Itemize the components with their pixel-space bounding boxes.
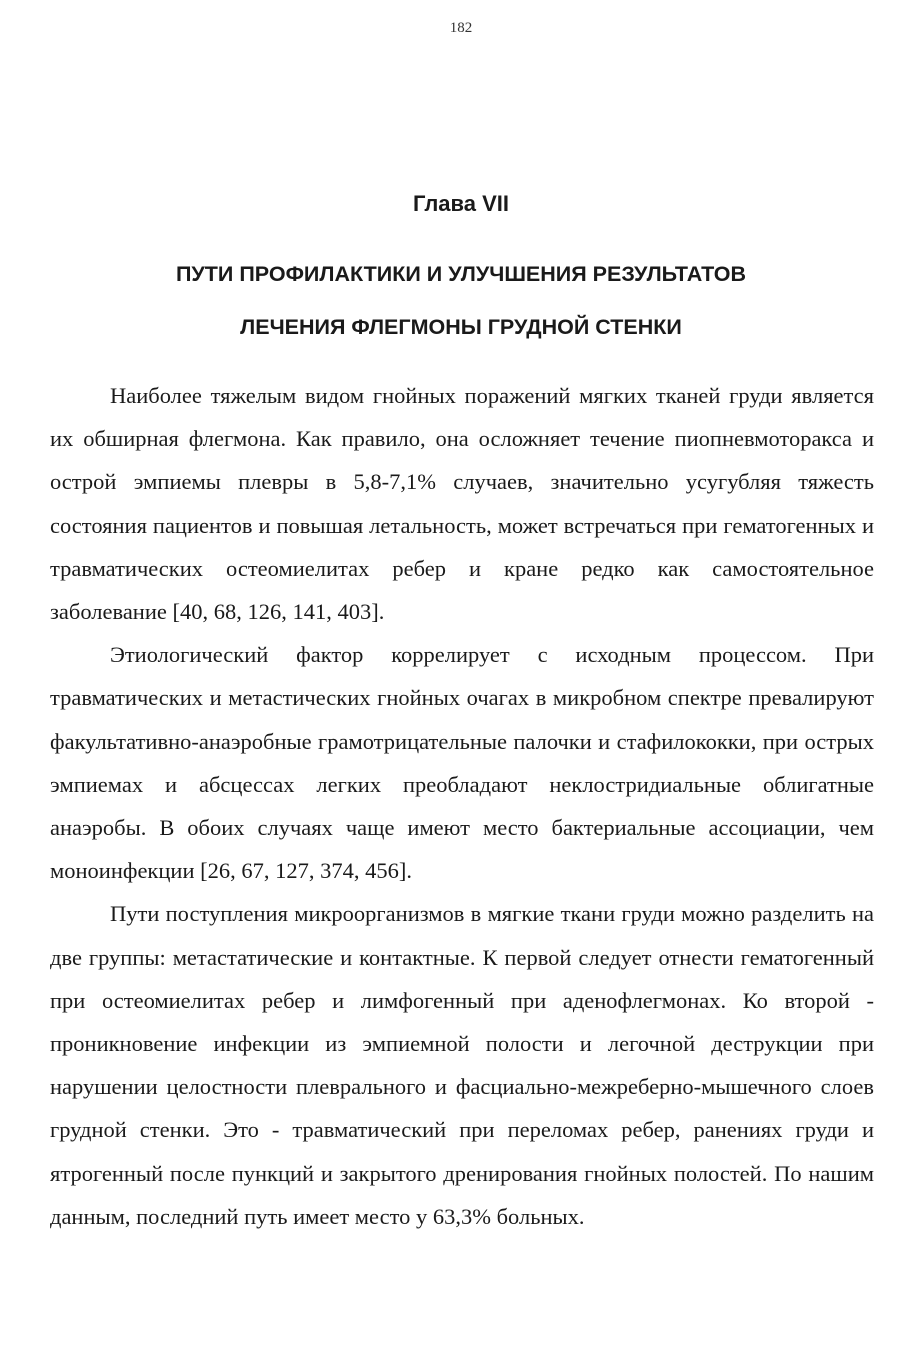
chapter-title-line-1: ПУТИ ПРОФИЛАКТИКИ И УЛУЧШЕНИЯ РЕЗУЛЬТАТОВ (175, 262, 747, 286)
body-text (50, 374, 874, 1238)
paragraph-2: Этиологический фактор коррелирует с исходным процессом. При травматических и метастических гнойных очагах в микробном спектре превалируют факультативно-анаэробные грамотрицательные палочки и стафилококки, при острых эмпиемах и абсцессах легких преобладают неклостридиальные облигатные анаэробы. В обоих случаях чаще имеют место бактериальные ассоциации, чем моноинфекции [26, 67, 127, 374, 456]. (50, 642, 874, 884)
chapter-title (0, 248, 922, 354)
chapter-title-line-2: ЛЕЧЕНИЯ ФЛЕГМОНЫ ГРУДНОЙ СТЕНКИ (240, 315, 682, 339)
paragraph-1: Наиболее тяжелым видом гнойных поражений мягких тканей груди является их обширная флегмона. Как правило, она осложняет течение пиопневмоторакса и острой эмпиемы плевры в 5,8-7,1% случаев, значительно усугубляя тяжесть состояния пациентов и повышая летальность, может встречаться при гематогенных и травматических остеомиелитах ребер и кране редко как самостоятельное заболевание [40, 68, 126, 141, 403]. (50, 383, 874, 625)
paragraph-3: Пути поступления микроорганизмов в мягкие ткани груди можно разделить на две группы: метастатические и контактные. К первой следует отнести гематогенный при остеомиелитах ребер и лимфогенный при аденофлегмонах. Ко второй - проникновение инфекции из эмпиемной полости и легочной деструкции при нарушении целостности плеврального и фасциально-межреберно-мышечного слоев грудной стенки. Это - травматический при переломах ребер, ранениях груди и ятрогенный после пункций и закрытого дренирования гнойных полостей. По нашим данным, последний путь имеет место у 63,3% больных. (50, 901, 874, 1229)
chapter-label: Глава VII (412, 191, 510, 216)
page-number: 182 (449, 20, 473, 36)
